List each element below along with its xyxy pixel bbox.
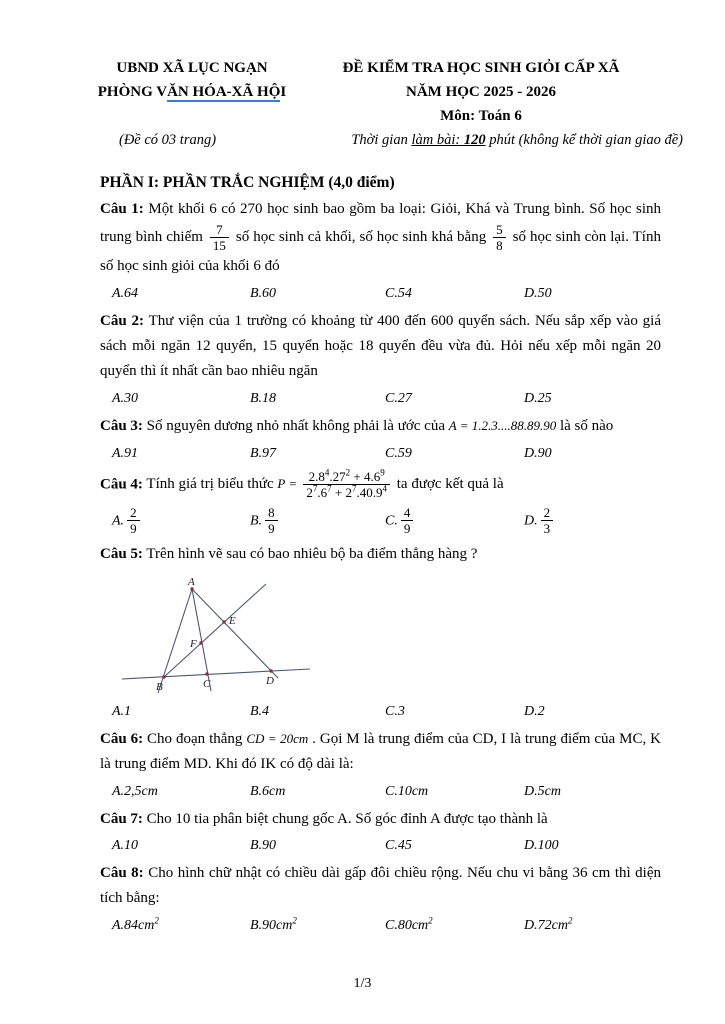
org-line-1: UBND XÃ LỤC NGẠN: [116, 60, 268, 76]
option-b: B.90: [250, 838, 277, 854]
question-7: [100, 807, 661, 857]
subject-line: Môn: Toán 6: [440, 108, 522, 124]
option-c: C.3: [385, 703, 405, 719]
question-6-body: Cho đoạn thẳng CD = 20cm . Gọi M là trung điểm của CD, I là trung điểm của MC, K là trung điểm MD. Khi đó IK có độ dài là:: [100, 730, 661, 772]
label-point-E: E: [229, 614, 236, 627]
question-4-text: [100, 469, 661, 501]
header-row-2: [100, 128, 683, 152]
option-a: A. $\frac{2}{9}$: [112, 505, 250, 537]
question-7-body: Cho 10 tia phân biệt chung gốc A. Số góc đỉnh A được tạo thành là: [142, 810, 548, 827]
question-3: [100, 414, 661, 464]
option-b: B.18: [250, 390, 277, 406]
point-D: [269, 669, 272, 672]
option-b: B.97: [250, 445, 277, 461]
option-c: C.54: [385, 285, 412, 301]
question-4-options: [100, 505, 661, 537]
option-a: A.1: [112, 703, 132, 719]
option-b: $B.90cm^2$: [250, 915, 297, 934]
option-c: C. $\frac{4}{9}$: [385, 505, 524, 537]
option-d: D.50: [524, 285, 552, 301]
point-F: [199, 641, 202, 644]
question-8-label: Câu 8:: [100, 865, 144, 882]
question-3-text: [100, 414, 661, 439]
option-b: B.4: [250, 703, 270, 719]
option-c: C.27: [385, 390, 412, 406]
question-8: [100, 861, 661, 936]
question-6: [100, 727, 661, 802]
question-3-options: [100, 443, 661, 464]
option-a: A.64: [112, 285, 139, 301]
line-BFE: [164, 584, 266, 677]
option-a: A.10: [112, 838, 139, 854]
org-line-2: PHÒNG VĂN HÓA-XÃ HỘI: [97, 84, 287, 100]
line-AD: [192, 589, 278, 678]
label-point-F: F: [190, 637, 197, 650]
question-7-text: [100, 807, 661, 832]
option-c: C.59: [385, 445, 412, 461]
question-2-body: Thư viện của 1 trường có khoảng từ 400 đến 600 quyển sách. Nếu sắp xếp vào giá sách mỗi ngăn 12 quyển, 15 quyển hoặc 18 quyển đều vừa đủ. Hỏi nếu xếp mỗi ngăn 20 quyển thì ít nhất cần bao nhiêu ngăn: [100, 312, 662, 379]
option-c: C.10cm: [385, 783, 429, 799]
exam-title: ĐỀ KIỂM TRA HỌC SINH GIỎI CẤP XÃ: [342, 60, 620, 76]
question-7-options: [100, 835, 661, 856]
question-5-text: [100, 542, 661, 567]
question-6-options: [100, 781, 661, 802]
question-1-label: Câu 1:: [100, 201, 144, 217]
line-BCD: [122, 669, 310, 679]
question-1-body: Một khối 6 có 270 học sinh bao gồm ba loại: Giỏi, Khá và Trung bình. Số học sinh trung bình chiếm $\frac{7}{15}$ số học sinh cả khối, số học sinh khá bằng $\frac{5}{8}$ số học sinh còn lại. Tính số học sinh giỏi của khối 6 đó: [100, 201, 662, 275]
question-4: [100, 469, 661, 537]
option-c: $C.80cm^2$: [385, 915, 433, 934]
exam-title-block: [301, 56, 661, 128]
question-2: [100, 309, 661, 409]
option-a: A.30: [112, 390, 139, 406]
pages-note: (Đề có 03 trang): [119, 132, 217, 148]
page-number: 1/3: [353, 976, 372, 991]
option-d: D.100: [524, 838, 559, 854]
question-7-label: Câu 7:: [100, 810, 143, 827]
label-point-D: D: [266, 674, 274, 687]
question-8-options: [100, 915, 661, 936]
option-a: A.91: [112, 445, 139, 461]
option-b: B.6cm: [250, 783, 286, 799]
option-d: D.25: [524, 390, 552, 406]
option-d: D.2: [524, 703, 545, 719]
question-5-body: Trên hình vẽ sau có bao nhiêu bộ ba điểm thẳng hàng ?: [142, 545, 478, 562]
school-year: NĂM HỌC 2025 - 2026: [406, 84, 556, 100]
question-5-label: Câu 5:: [100, 545, 143, 562]
question-1-text: [100, 197, 661, 279]
question-5: [100, 542, 661, 722]
time-limit-line: Thời gian làm bài: 120 phút (không kể thời gian giao đề): [351, 132, 683, 148]
option-d: $D.72cm^2$: [524, 915, 573, 934]
label-point-A: A: [188, 576, 195, 588]
point-B: [162, 675, 165, 678]
header-row-1: [97, 56, 661, 128]
question-8-text: [100, 861, 661, 911]
question-2-label: Câu 2:: [100, 312, 145, 329]
label-point-B: B: [156, 680, 163, 693]
org-underlined-part: ĂN HÓA-XÃ HỘ: [167, 84, 281, 100]
question-2-options: [100, 388, 661, 409]
option-a: $A.84cm^2$: [112, 915, 159, 934]
option-c: C.45: [385, 838, 412, 854]
section-title: PHẦN I: PHẦN TRẮC NGHIỆM (4,0 điểm): [100, 174, 395, 191]
point-E: [222, 620, 225, 623]
point-C: [205, 672, 208, 675]
question-4-body: Tính giá trị biểu thức P = $\frac{2.8^4.27^2 + 4.6^9}{2^7.6^7 + 2^7.40.9^4}$ ta được kết quả là: [142, 467, 504, 501]
collinear-points-diagram: [114, 577, 324, 697]
option-d: D.5cm: [524, 783, 561, 799]
option-a: A.2,5cm: [112, 783, 158, 799]
question-1: [100, 197, 661, 304]
question-5-geometry-figure: [114, 577, 661, 697]
question-1-options: [100, 283, 661, 304]
option-b: B. $\frac{8}{9}$: [250, 505, 385, 537]
exam-header: [97, 56, 683, 152]
question-5-options: [100, 701, 661, 722]
question-3-label: Câu 3:: [100, 417, 143, 434]
label-point-C: C: [203, 677, 211, 690]
issuing-org-block: [83, 56, 301, 104]
question-4-label: Câu 4:: [100, 476, 143, 493]
option-d: D. $\frac{2}{3}$: [524, 505, 661, 537]
option-b: B.60: [250, 285, 277, 301]
option-d: D.90: [524, 445, 552, 461]
question-8-body: Cho hình chữ nhật có chiều dài gấp đôi chiều rộng. Nếu chu vi bằng 36 cm thì diện tích bằng:: [100, 865, 662, 907]
question-6-label: Câu 6:: [100, 730, 144, 747]
question-3-body: Số nguyên dương nhỏ nhất không phải là ước của A = 1.2.3....88.89.90 là số nào: [142, 417, 614, 434]
question-2-text: [100, 309, 661, 384]
question-6-text: [100, 727, 661, 777]
